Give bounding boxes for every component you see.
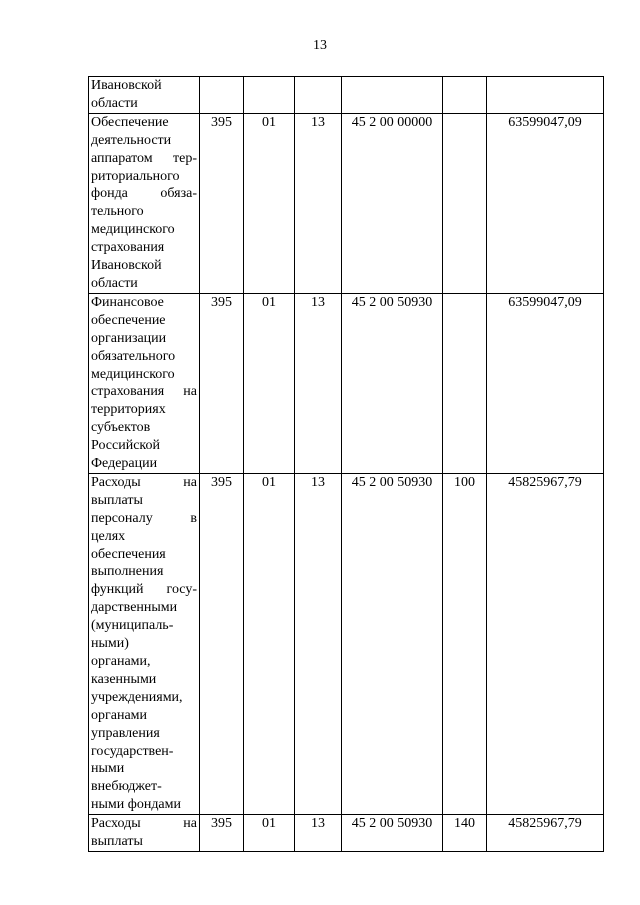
item-name-line: функций госу-: [91, 582, 197, 598]
subsection-cell: 13: [295, 293, 342, 473]
admin-code-cell: 395: [200, 293, 244, 473]
item-name-line: Российской: [91, 438, 160, 454]
item-name-line: Финансовое: [91, 294, 164, 310]
item-name-cell: [89, 815, 200, 852]
target-article-cell: 45 2 00 50930: [342, 473, 443, 814]
table-row: [89, 77, 604, 114]
expense-type-cell: [443, 293, 487, 473]
item-name-line: органами,: [91, 654, 151, 669]
item-name-line: выплаты: [91, 492, 143, 508]
expense-type-cell: [443, 113, 487, 293]
admin-code-cell: 395: [200, 815, 244, 852]
target-article-cell: 45 2 00 50930: [342, 815, 443, 852]
admin-code-cell: 395: [200, 473, 244, 814]
item-name-line: деятельности: [91, 132, 172, 148]
item-name-line: медицинского: [91, 222, 175, 238]
amount-cell: 45825967,79: [487, 473, 604, 814]
section-cell: 01: [244, 473, 295, 814]
expense-type-cell: 100: [443, 473, 487, 814]
subsection-cell: 13: [295, 473, 342, 814]
amount-cell: 63599047,09: [487, 293, 604, 473]
subsection-cell: 13: [295, 815, 342, 852]
item-name-cell: [89, 293, 200, 473]
item-name-line: области: [91, 275, 138, 291]
item-name-line: учреждениями,: [91, 689, 183, 705]
item-name-line: дарственными: [91, 600, 178, 616]
item-name-line: Ивановской: [91, 258, 162, 274]
subsection-cell: 13: [295, 113, 342, 293]
amount-cell: [487, 77, 604, 114]
item-name-line: тельного: [91, 204, 144, 220]
item-name-line: обязательного: [91, 348, 176, 364]
budget-table-body: [89, 77, 604, 852]
item-name-line: аппаратом тер-: [91, 150, 197, 166]
table-row: [89, 293, 604, 473]
expense-type-cell: 140: [443, 815, 487, 852]
item-name-line: (муниципаль-: [91, 618, 174, 634]
item-name-line: территориях: [91, 402, 166, 418]
item-name-line: государствен-: [91, 743, 174, 759]
item-name-line: органами: [91, 707, 148, 723]
item-name-cell: [89, 113, 200, 293]
item-name-line: внебюджет-: [91, 779, 162, 795]
item-name-line: области: [91, 95, 138, 111]
item-name-line: медицинского: [91, 366, 175, 382]
item-name-line: казенными: [91, 671, 157, 687]
budget-table: [88, 76, 604, 852]
expense-type-cell: [443, 77, 487, 114]
item-name-line: Ивановской: [91, 78, 162, 93]
section-cell: 01: [244, 815, 295, 852]
item-name-line: ными фондами: [91, 797, 182, 813]
table-row: [89, 113, 604, 293]
target-article-cell: 45 2 00 00000: [342, 113, 443, 293]
item-name-line: риториального: [91, 168, 180, 184]
item-name-line: выплаты: [91, 834, 143, 850]
item-name-line: Расходы на: [91, 474, 197, 490]
item-name-line: Расходы на: [91, 816, 197, 832]
item-name-line: управления: [91, 725, 160, 741]
page-number: 13: [313, 38, 327, 53]
target-article-cell: 45 2 00 50930: [342, 293, 443, 473]
item-name-line: организации: [91, 330, 167, 346]
item-name-line: страхования: [91, 240, 165, 256]
admin-code-cell: [200, 77, 244, 114]
amount-cell: 63599047,09: [487, 113, 604, 293]
item-name-cell: [89, 77, 200, 114]
table-row: [89, 473, 604, 814]
table-row: [89, 815, 604, 852]
item-name-line: персоналу в: [91, 510, 197, 526]
section-cell: 01: [244, 293, 295, 473]
section-cell: 01: [244, 113, 295, 293]
item-name-line: субъектов: [91, 420, 151, 436]
item-name-line: обеспечение: [91, 312, 166, 328]
item-name-line: страхования на: [91, 384, 197, 400]
item-name-line: Обеспечение: [91, 114, 169, 130]
item-name-line: ными: [91, 761, 125, 777]
section-cell: [244, 77, 295, 114]
subsection-cell: [295, 77, 342, 114]
item-name-line: выполнения: [91, 564, 164, 580]
item-name-line: ными): [91, 636, 129, 652]
amount-cell: 45825967,79: [487, 815, 604, 852]
admin-code-cell: 395: [200, 113, 244, 293]
item-name-line: фонда обяза-: [91, 186, 197, 202]
target-article-cell: [342, 77, 443, 114]
item-name-line: Федерации: [91, 456, 158, 472]
item-name-cell: [89, 473, 200, 814]
item-name-line: обеспечения: [91, 546, 166, 562]
item-name-line: целях: [91, 528, 126, 544]
